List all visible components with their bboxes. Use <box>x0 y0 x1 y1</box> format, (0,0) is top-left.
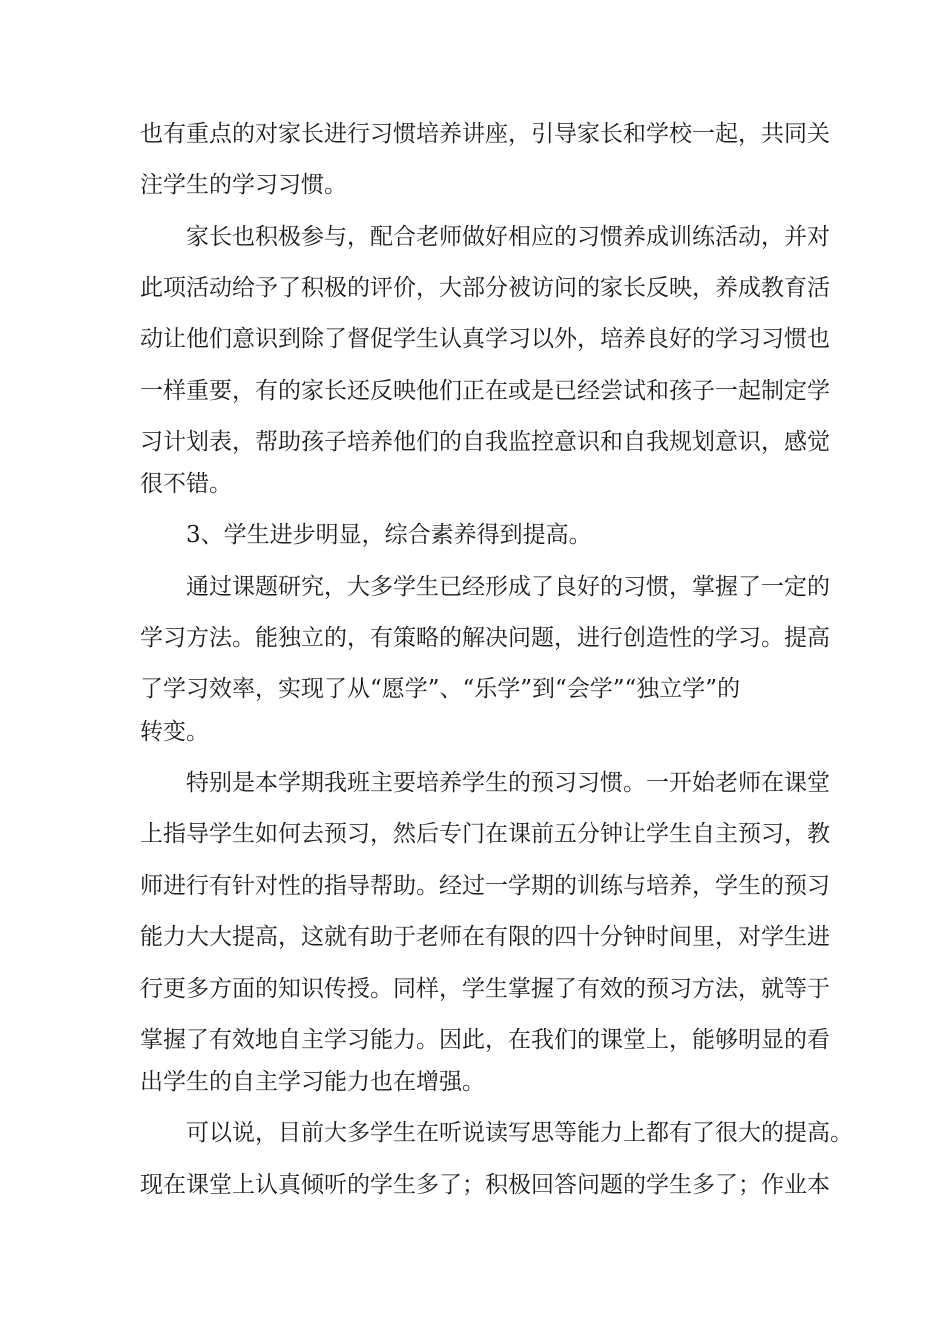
text-line: 习计划表，帮助孩子培养他们的自我监控意识和自我规划意识，感觉 <box>140 429 830 455</box>
text-line: 现在课堂上认真倾听的学生多了；积极回答问题的学生多了；作业本 <box>140 1172 830 1198</box>
paragraph-start-line: 可以说，目前大多学生在听说读写思等能力上都有了很大的提高。 <box>186 1120 853 1146</box>
text-line: 此项活动给予了积极的评价，大部分被访问的家长反映，养成教育活 <box>140 275 830 301</box>
text-line: 注学生的学习习惯。 <box>140 172 347 198</box>
text-line: 出学生的自主学习能力也在增强。 <box>140 1069 485 1095</box>
paragraph-start-line: 特别是本学期我班主要培养学生的预习习惯。一开始老师在课堂 <box>186 770 830 796</box>
text-line: 学习方法。能独立的，有策略的解决问题，进行创造性的学习。提高 <box>140 625 830 651</box>
paragraph-start-line: 通过课题研究，大多学生已经形成了良好的习惯，掌握了一定的 <box>186 574 830 600</box>
text-line: 转变。 <box>140 719 209 745</box>
paragraph-start-line: 家长也积极参与，配合老师做好相应的习惯养成训练活动，并对 <box>186 224 830 250</box>
text-line: 很不错。 <box>140 471 232 497</box>
text-line: 师进行有针对性的指导帮助。经过一学期的训练与培养，学生的预习 <box>140 873 830 899</box>
text-line: 了学习效率，实现了从“愿学”、“乐学”到“会学”“独立学”的 <box>140 676 741 702</box>
text-line: 一样重要，有的家长还反映他们正在或是已经尝试和孩子一起制定学 <box>140 378 830 404</box>
section-heading: 3、学生进步明显，综合素养得到提高。 <box>186 522 592 548</box>
text-line: 上指导学生如何去预习，然后专门在课前五分钟让学生自主预习，教 <box>140 821 830 847</box>
text-line: 动让他们意识到除了督促学生认真学习以外，培养良好的学习习惯也 <box>140 326 830 352</box>
text-line: 能力大大提高，这就有助于老师在有限的四十分钟时间里，对学生进 <box>140 924 830 950</box>
text-line: 行更多方面的知识传授。同样，学生掌握了有效的预习方法，就等于 <box>140 976 830 1002</box>
text-line: 也有重点的对家长进行习惯培养讲座，引导家长和学校一起，共同关 <box>140 121 830 147</box>
text-line: 掌握了有效地自主学习能力。因此，在我们的课堂上，能够明显的看 <box>140 1027 830 1053</box>
